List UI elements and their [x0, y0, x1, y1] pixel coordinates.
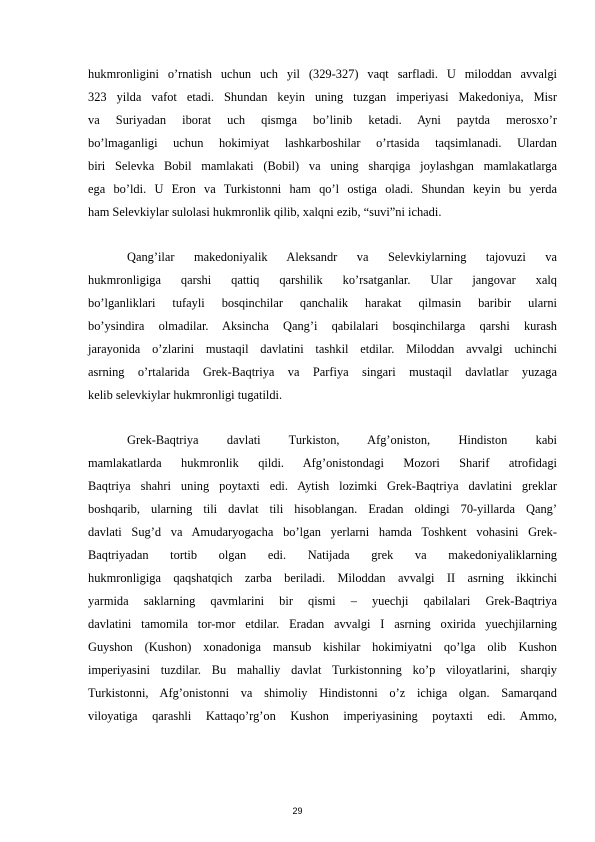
text-line: asrning o’rtalarida Grek-Baqtriya va Parfiya singari mustaqil davlatlar yuzaga — [88, 365, 557, 379]
text-line: kelib selevkiylar hukmronligi tugatildi. — [88, 388, 283, 402]
text-line: davlati Sug’d va Amudaryogacha bo’lgan yerlarni hamda Toshkent vohasini Grek- — [88, 525, 557, 539]
text-line: hukmronligiga qaqshatqich zarba beriladi. Miloddan avvalgi II asrning ikkinchi — [88, 571, 557, 585]
text-line: Baqtriya shahri uning poytaxti edi. Aytish lozimki Grek-Baqtriya davlatini greklar — [88, 479, 557, 493]
text-line: biri Selevka Bobil mamlakati (Bobil) va uning sharqiga joylashgan mamlakatlarga — [88, 159, 557, 173]
text-line: Turkistonni, Afg’onistonni va shimoliy Hindistonni o’z ichiga olgan. Samarqand — [88, 686, 557, 700]
text-line: ega bo’ldi. U Eron va Turkistonni ham qo’l ostiga oladi. Shundan keyin bu yerda — [88, 182, 557, 196]
text-line: jarayonida o’zlarini mustaqil davlatini tashkil etdilar. Miloddan avvalgi uchinchi — [88, 342, 557, 356]
text-line: hukmronligini o’rnatish uchun uch yil (329-327) vaqt sarfladi. U miloddan avvalgi — [88, 67, 557, 81]
text-line: 323 yilda vafot etadi. Shundan keyin uning tuzgan imperiyasi Makedoniya, Misr — [88, 90, 557, 104]
paragraph-2 — [88, 246, 557, 407]
paragraph-1 — [88, 63, 557, 224]
paragraph-gap — [88, 224, 557, 246]
text-line: viloyatiga qarashli Kattaqo’rg’on Kushon imperiyasining poytaxti edi. Ammo, — [88, 709, 557, 723]
text-line: bo’ysindira olmadilar. Aksincha Qang’i qabilalari bosqinchilarga qarshi kurash — [88, 319, 557, 333]
text-line: bo’lmaganligi uchun hokimiyat lashkarboshilar o’rtasida taqsimlanadi. Ulardan — [88, 136, 557, 150]
text-line: davlatini tamomila tor-mor etdilar. Eradan avvalgi I asrning oxirida yuechjilarning — [88, 617, 557, 631]
text-line: Guyshon (Kushon) xonadoniga mansub kishilar hokimiyatni qo’lga olib Kushon — [88, 640, 557, 654]
text-line: Grek-Baqtriya davlati Turkiston, Afg’oniston, Hindiston kabi — [127, 433, 557, 447]
page-number: 29 — [292, 806, 303, 816]
text-line: hukmronligiga qarshi qattiq qarshilik ko’rsatganlar. Ular jangovar xalq — [88, 273, 557, 287]
text-line: imperiyasini tuzdilar. Bu mahalliy davlat Turkistonning ko’p viloyatlarini, sharqiy — [88, 663, 557, 677]
text-line: Qang’ilar makedoniyalik Aleksandr va Selevkiylarning tajovuzi va — [127, 250, 557, 264]
text-line: Baqtriyadan tortib olgan edi. Natijada grek va makedoniyaliklarning — [88, 548, 557, 562]
text-line: yarmida saklarning qavmlarini bir qismi – yuechji qabilalari Grek-Baqtriya — [88, 594, 557, 608]
paragraph-3 — [88, 429, 557, 728]
text-line: bo’lganliklari tufayli bosqinchilar qanchalik harakat qilmasin baribir ularni — [88, 296, 557, 310]
document-body — [88, 63, 557, 728]
paragraph-gap — [88, 407, 557, 429]
text-line: mamlakatlarda hukmronlik qildi. Afg’onistondagi Mozori Sharif atrofidagi — [88, 456, 557, 470]
text-line: va Suriyadan iborat uch qismga bo’linib ketadi. Ayni paytda merosxo’r — [88, 113, 557, 127]
text-line: boshqarib, ularning tili davlat tili hisoblangan. Eradan oldingi 70-yillarda Qang’ — [88, 502, 557, 516]
text-line: ham Selevkiylar sulolasi hukmronlik qilib, xalqni ezib, “suvi”ni ichadi. — [88, 205, 442, 219]
